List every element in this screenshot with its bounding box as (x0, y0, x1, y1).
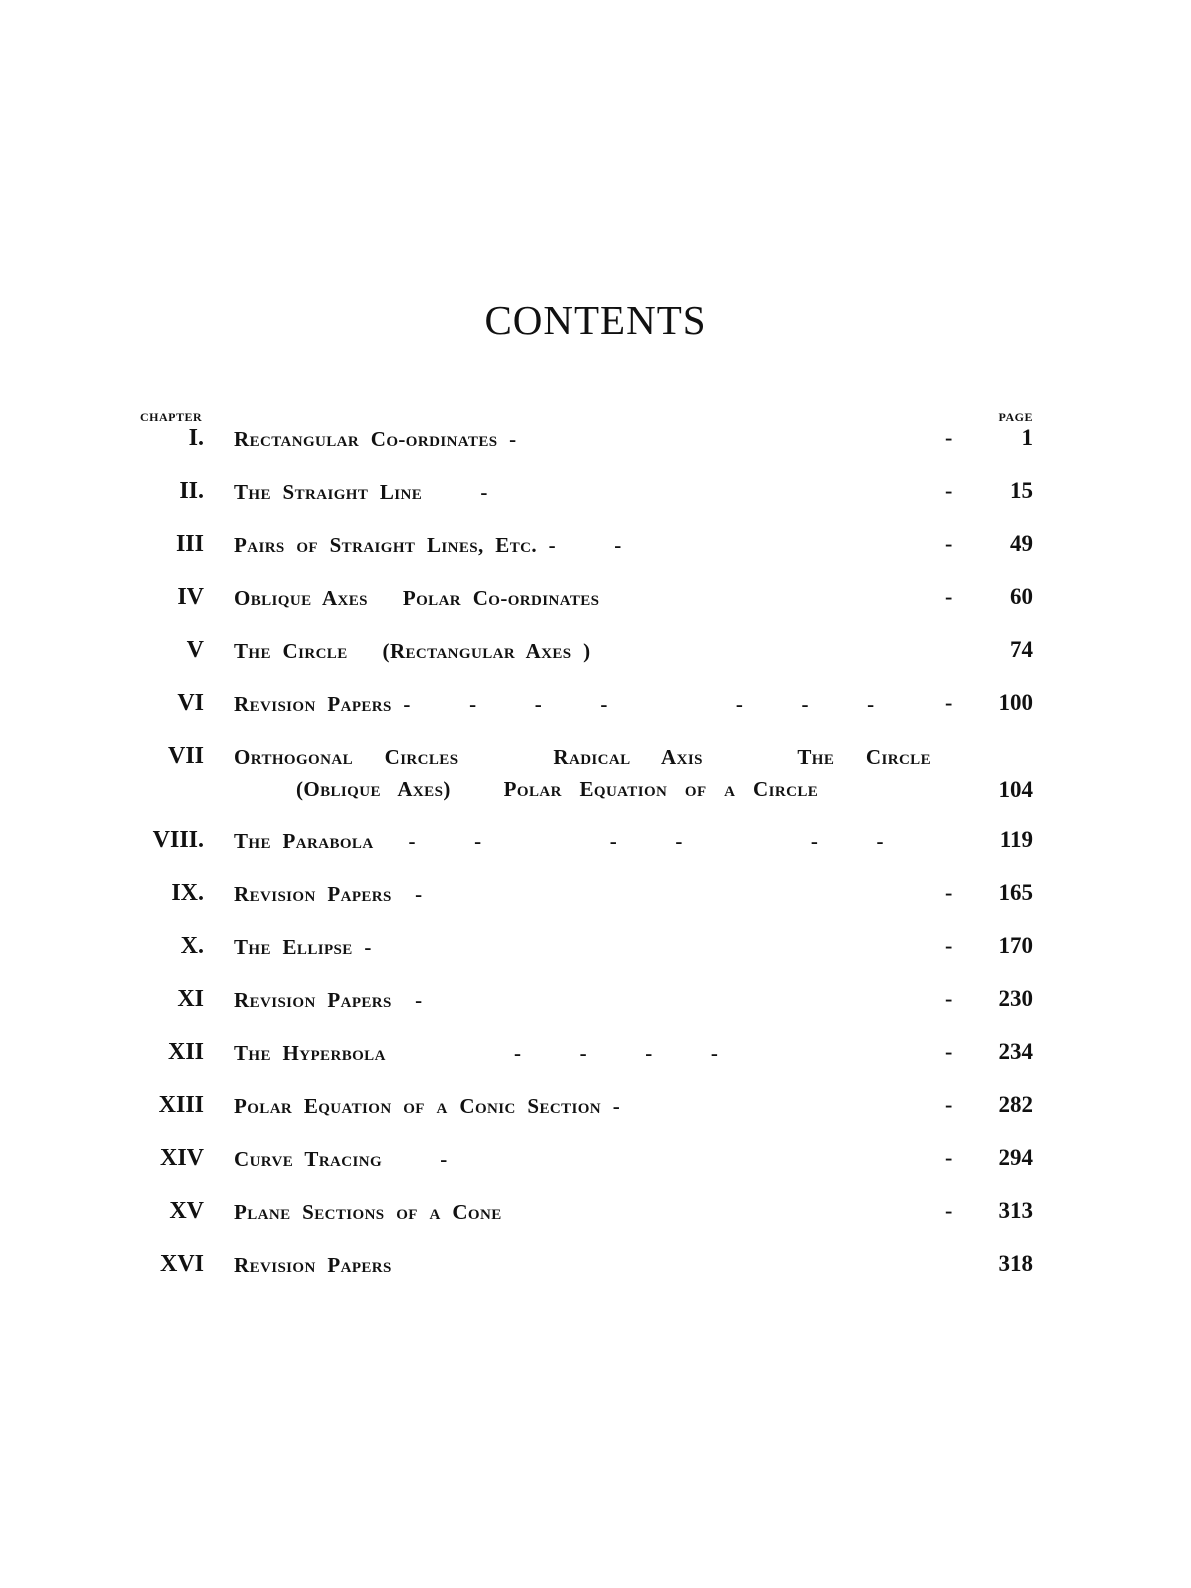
chapter-title: Plane Sections of a Cone (234, 1200, 502, 1224)
page-number: 60 (1010, 584, 1033, 609)
chapter-number: XV (169, 1198, 204, 1224)
chapter-number: II. (179, 478, 204, 504)
chapter-number: III (175, 531, 204, 557)
chapter-title: The Hyperbola - - - - (234, 1041, 719, 1065)
page-number: 49 (1010, 531, 1033, 556)
chapter-title: Revision Papers - (234, 882, 423, 906)
chapter-number: X. (180, 933, 204, 959)
toc-entry-1 (0, 425, 1191, 457)
chapter-number: XVI (159, 1251, 204, 1277)
chapter-number: IV (177, 584, 204, 610)
toc-entry-16 (0, 1251, 1191, 1283)
chapter-title-continued: (Oblique Axes) Polar Equation of a Circle (296, 777, 819, 801)
chapter-title: Revision Papers (234, 1253, 392, 1277)
chapter-title: Rectangular Co-ordinates - (234, 427, 517, 451)
chapter-title: The Parabola - - - - - - (234, 829, 884, 853)
page-column-header: PAGE (998, 410, 1033, 424)
toc-entry-4 (0, 584, 1191, 616)
toc-entry-3 (0, 531, 1191, 563)
page-number: 104 (998, 777, 1033, 802)
leader-dash: - (945, 478, 953, 503)
page-number: 1 (1021, 425, 1033, 450)
page-number: 119 (999, 827, 1033, 852)
toc-entry-13 (0, 1092, 1191, 1124)
chapter-number: XI (177, 986, 204, 1012)
chapter-number: I. (188, 425, 204, 451)
leader-dash: - (945, 1145, 953, 1170)
toc-entry-2 (0, 478, 1191, 510)
toc-entry-8 (0, 827, 1191, 859)
leader-dash: - (945, 986, 953, 1011)
leader-dash: - (945, 690, 953, 715)
chapter-number: IX. (171, 880, 204, 906)
chapter-column-header: CHAPTER (140, 410, 203, 424)
leader-dash: - (945, 1039, 953, 1064)
chapter-number: VII (167, 743, 204, 769)
chapter-number: VIII. (152, 827, 204, 853)
toc-entry-7 (0, 743, 1191, 813)
page-number: 294 (998, 1145, 1033, 1170)
leader-dash: - (945, 531, 953, 556)
chapter-number: XIII (158, 1092, 204, 1118)
chapter-title: The Straight Line - (234, 480, 488, 504)
chapter-title: Orthogonal Circles Radical Axis The Circle (234, 745, 931, 769)
page-title: CONTENTS (484, 297, 707, 343)
page-number: 234 (998, 1039, 1033, 1064)
toc-entry-6 (0, 690, 1191, 722)
page-number: 165 (998, 880, 1033, 905)
leader-dash: - (945, 584, 953, 609)
toc-entry-5 (0, 637, 1191, 669)
page-number: 100 (998, 690, 1033, 715)
chapter-number: XII (167, 1039, 204, 1065)
page-number: 74 (1010, 637, 1033, 662)
chapter-number: VI (177, 690, 204, 716)
chapter-title: Revision Papers - (234, 988, 423, 1012)
toc-entry-14 (0, 1145, 1191, 1177)
page-number: 15 (1010, 478, 1033, 503)
page-number: 313 (998, 1198, 1033, 1223)
leader-dash: - (945, 1092, 953, 1117)
toc-entry-10 (0, 933, 1191, 965)
chapter-number: XIV (159, 1145, 204, 1171)
chapter-title: The Ellipse - (234, 935, 372, 959)
page-number: 170 (998, 933, 1033, 958)
toc-entry-15 (0, 1198, 1191, 1230)
chapter-title: The Circle (Rectangular Axes ) (234, 639, 591, 663)
chapter-title: Revision Papers - - - - - - - (234, 692, 875, 716)
chapter-title: Pairs of Straight Lines, Etc. - - (234, 533, 622, 557)
leader-dash: - (945, 880, 953, 905)
toc-entry-12 (0, 1039, 1191, 1071)
leader-dash: - (945, 1198, 953, 1223)
leader-dash: - (945, 425, 953, 450)
chapter-title: Curve Tracing - (234, 1147, 448, 1171)
chapter-title: Oblique Axes Polar Co-ordinates (234, 586, 600, 610)
toc-entry-9 (0, 880, 1191, 912)
chapter-title: Polar Equation of a Conic Section - (234, 1094, 621, 1118)
chapter-number: V (186, 637, 204, 663)
page-number: 318 (998, 1251, 1033, 1276)
toc-entry-11 (0, 986, 1191, 1018)
page-number: 230 (998, 986, 1033, 1011)
leader-dash: - (945, 933, 953, 958)
page-number: 282 (998, 1092, 1033, 1117)
